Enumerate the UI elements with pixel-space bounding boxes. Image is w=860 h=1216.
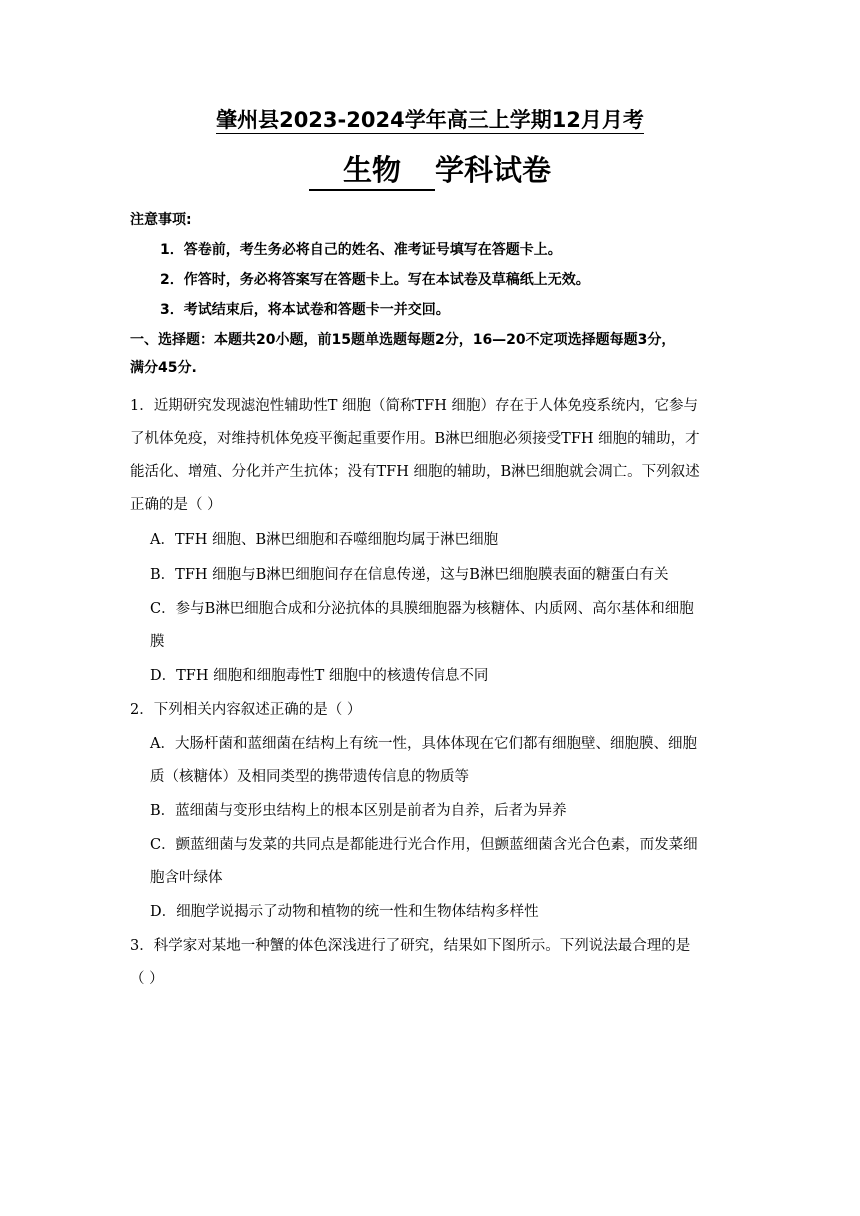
notice-item: 2．作答时，务必将答案写在答题卡上。写在本试卷及草稿纸上无效。 [160,272,590,288]
question-stem: 了机体免疫，对维持机体免疫平衡起重要作用。B淋巴细胞必须接受TFH 细胞的辅助，才 [130,431,700,447]
subject-suffix: 学科试卷 [435,153,552,187]
option-c: C．颤蓝细菌与发菜的共同点是都能进行光合作用，但颤蓝细菌含光合色素，而发菜细 [150,837,698,853]
option-b: B．TFH 细胞与B淋巴细胞间存在信息传递，这与B淋巴细胞膜表面的糖蛋白有关 [150,567,669,583]
question-stem: 2．下列相关内容叙述正确的是（ ） [130,702,362,718]
section-heading: 满分45分. [130,360,197,376]
option-c-cont: 膜 [150,634,165,650]
option-a-cont: 质（核糖体）及相同类型的携带遗传信息的物质等 [150,769,469,785]
subject-title [0,148,860,191]
question-stem: 能活化、增殖、分化并产生抗体；没有TFH 细胞的辅助，B淋巴细胞就会凋亡。下列叙述 [130,464,700,480]
option-d: D．TFH 细胞和细胞毒性T 细胞中的核遗传信息不同 [150,668,489,684]
subject-name: 生物 [342,153,401,187]
option-a: A．TFH 细胞、B淋巴细胞和吞噬细胞均属于淋巴细胞 [150,532,499,548]
notice-heading: 注意事项: [130,212,192,228]
subject-blank [309,151,435,191]
option-d: D．细胞学说揭示了动物和植物的统一性和生物体结构多样性 [150,904,539,920]
question-stem: （ ） [130,971,164,987]
option-c-cont: 胞含叶绿体 [150,870,223,886]
notice-item: 1．答卷前，考生务必将自己的姓名、准考证号填写在答题卡上。 [160,242,562,258]
option-c: C．参与B淋巴细胞合成和分泌抗体的具膜细胞器为核糖体、内质网、高尔基体和细胞 [150,601,694,617]
option-a: A．大肠杆菌和蓝细菌在结构上有统一性，具体体现在它们都有细胞壁、细胞膜、细胞 [150,736,697,752]
notice-item: 3．考试结束后，将本试卷和答题卡一并交回。 [160,302,450,318]
section-heading: 一、选择题：本题共20小题，前15题单选题每题2分，16—20不定项选择题每题3分， [130,332,676,348]
question-stem: 3．科学家对某地一种蟹的体色深浅进行了研究，结果如下图所示。下列说法最合理的是 [130,938,691,954]
question-stem: 正确的是（ ） [130,497,222,513]
exam-title: 肇州县2023-2024学年高三上学期12月月考 [216,108,644,132]
question-stem: 1．近期研究发现滤泡性辅助性T 细胞（简称TFH 细胞）存在于人体免疫系统内，它参与 [130,398,698,414]
option-b: B．蓝细菌与变形虫结构上的根本区别是前者为自养，后者为异养 [150,803,567,819]
